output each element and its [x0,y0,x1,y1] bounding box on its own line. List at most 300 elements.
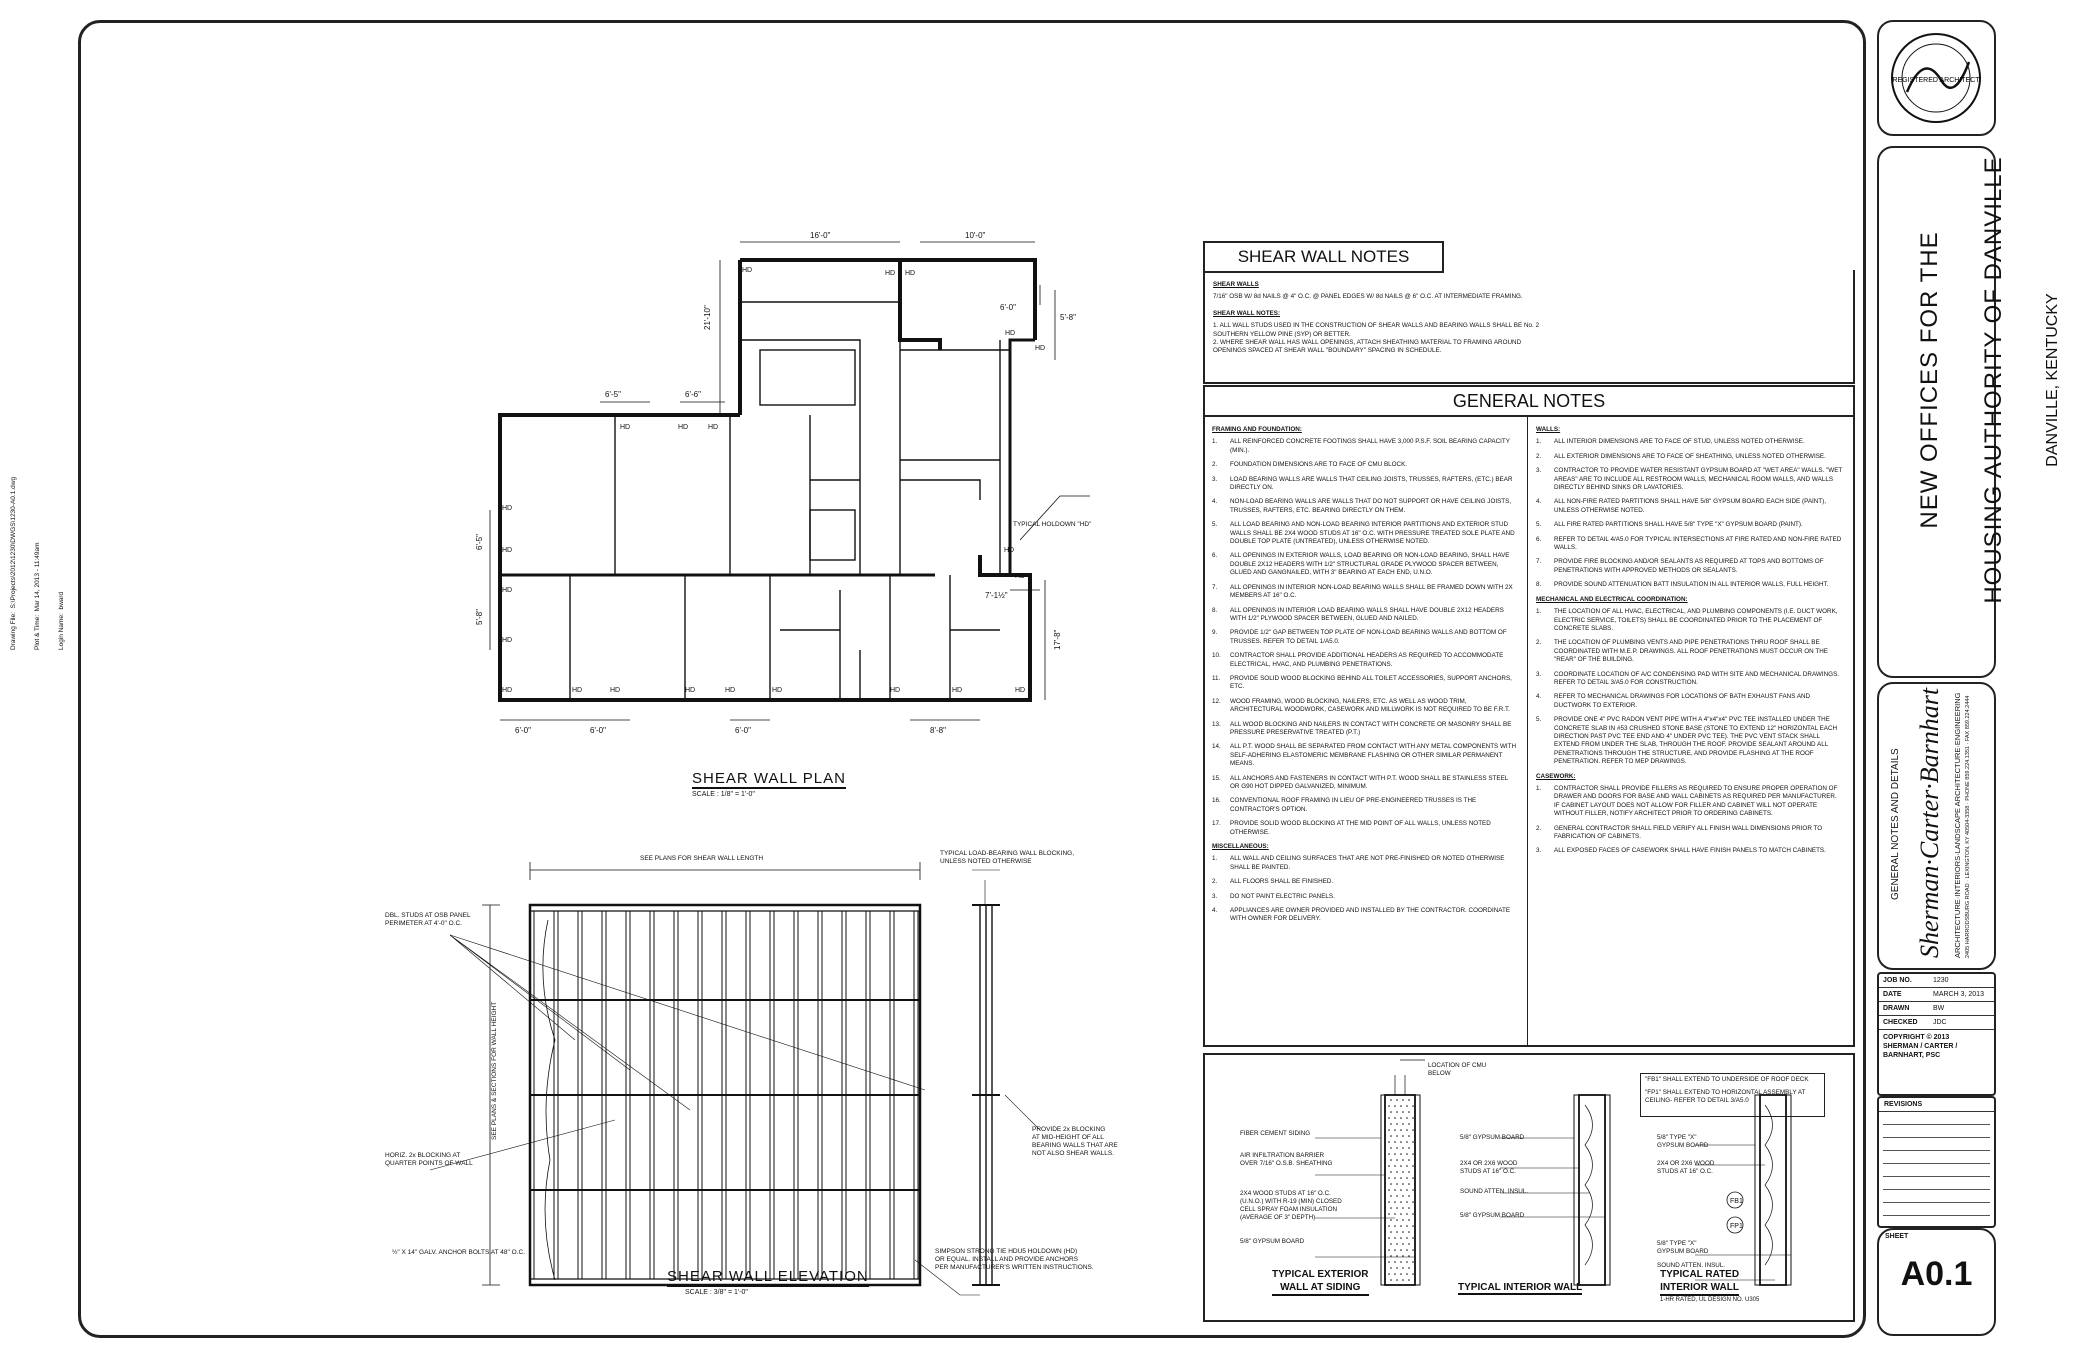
insulation-dot [1412,1261,1414,1263]
sheet-number: A0.1 [1900,1255,1973,1293]
insulation-dot [1406,1117,1408,1119]
insulation-dot [1394,1105,1396,1107]
note-number: 2. [1212,461,1218,469]
note-number: 8. [1536,581,1542,589]
note-item [1212,698,1517,715]
note-item [1536,785,1844,819]
insulation-dot [1402,1279,1404,1281]
notes-section-heading: MECHANICAL AND ELECTRICAL COORDINATION: [1536,595,1688,603]
note-text: CONTRACTOR TO PROVIDE WATER RESISTANT GYPSUM BOARD AT "WET AREA" WALLS. "WET AREAS" ARE TO INCLUDE ALL RESTROOM WALLS, MECHANICAL ROOM WALLS, AND WALLS DIRECTLY BEHIND SINKS OR LAVATORIES. [1554,467,1843,492]
note-item [1212,461,1517,469]
insulation-dot [1396,1207,1398,1209]
insulation-dot [1412,1225,1414,1227]
insulation-dot [1412,1105,1414,1107]
note-text: PROVIDE FIRE BLOCKING AND/OR SEALANTS AS REQUIRED AT TOPS AND BOTTOMS OF PENETRATIONS WITH APPROVED METHODS OR SEALANTS. [1554,558,1824,574]
insulation-dot [1396,1099,1398,1101]
cmu-note: LOCATION OF CMU BELOW [1428,1062,1487,1077]
insulation-dot [1402,1171,1404,1173]
holdown-tag: HD [1015,687,1026,694]
note-text: ALL WALL AND CEILING SURFACES THAT ARE NOT PRE-FINISHED OR NOTED OTHERWISE SHALL BE PAINTED. [1230,855,1505,871]
insulation-dot [1412,1141,1414,1143]
notes-section-heading: MISCELLANEOUS: [1212,843,1269,851]
note-item [1536,825,1844,842]
note-text: APPLIANCES ARE OWNER PROVIDED AND INSTALLED BY THE CONTRACTOR. COORDINATE WITH OWNER FOR DELIVERY. [1230,907,1511,923]
insulation-dot [1394,1273,1396,1275]
insulation-dot [1390,1099,1392,1101]
insulation-dot [1394,1213,1396,1215]
insulation-dot [1408,1279,1410,1281]
note-number: 5. [1212,521,1218,529]
general-notes-left-column [1212,420,1517,930]
note-text: ALL FLOORS SHALL BE FINISHED. [1230,878,1334,886]
insulation-dot [1406,1129,1408,1131]
insulation-dot [1390,1135,1392,1137]
revision-line [1883,1112,1990,1125]
note-text: PROVIDE SOLID WOOD BLOCKING BEHIND ALL TOILET ACCESSORIES, SUPPORT ANCHORS, ETC. [1230,674,1512,691]
note-text: GENERAL CONTRACTOR SHALL FIELD VERIFY ALL FINISH WALL DIMENSIONS PRIOR TO FABRICATION OF CABINETS. [1554,824,1823,841]
rated-label-gyp1: 5/8" TYPE "X" GYPSUM BOARD [1657,1134,1709,1149]
note-item [1536,558,1844,575]
checked-value: JDC [1933,1019,1947,1026]
holdown-tag: HD [502,587,513,594]
insulation-dot [1402,1147,1404,1149]
note-number: 8. [1212,606,1218,614]
note-text: ALL OPENINGS IN INTERIOR LOAD BEARING WALLS SHALL HAVE DOUBLE 2X12 HEADERS WITH 1/2" PLYWOOD SPACER BETWEEN, GLUED AND NAILED. [1230,606,1504,622]
insulation-dot [1400,1129,1402,1131]
insulation-dot [1394,1261,1396,1263]
note-text: ALL EXPOSED FACES OF CASEWORK SHALL HAVE FINISH PANELS TO MATCH CABINETS. [1554,847,1826,855]
note-item [1536,521,1844,529]
insulation-dot [1406,1141,1408,1143]
insulation-dot [1412,1129,1414,1131]
ext-label-studs: 2X4 WOOD STUDS AT 16" O.C. (U.N.O.) WITH R-19 (MIN) CLOSED CELL SPRAY FOAM INSULATION (AVERAGE OF 3" DEPTH) [1240,1190,1342,1221]
insulation-dot [1400,1225,1402,1227]
notes-section-heading: CASEWORK: [1536,772,1576,780]
note-number: 4. [1536,498,1542,506]
elev-note-typical-block: TYPICAL LOAD-BEARING WALL BLOCKING, UNLESS NOTED OTHERWISE [940,850,1075,865]
insulation-dot [1402,1231,1404,1233]
insulation-dot [1388,1105,1390,1107]
insulation-dot [1414,1099,1416,1101]
insulation-dot [1400,1117,1402,1119]
holdown-tag: HD [678,424,689,431]
insulation-dot [1414,1231,1416,1233]
plan-dim-6c-b: 6'-0" [735,726,751,735]
notes-section-heading: FRAMING AND FOUNDATION: [1212,426,1302,433]
note-item [1212,907,1517,924]
insulation-dot [1390,1111,1392,1113]
note-number: 13. [1212,720,1221,728]
note-item [1536,671,1844,688]
insulation-dot [1402,1243,1404,1245]
insulation-dot [1400,1165,1402,1167]
holdown-tag: HD [685,687,696,694]
plan-dim-17: 17'-8" [1053,629,1062,650]
checked-label: CHECKED [1883,1019,1918,1026]
insulation-dot [1402,1219,1404,1221]
shear-wall-elevation [360,840,1120,1310]
holdown-tag: HD [502,637,513,644]
insulation-dot [1408,1183,1410,1185]
note-text: REFER TO DETAIL 4/A5.0 FOR TYPICAL INTERSECTIONS AT FIRE RATED AND NON-FIRE RATED WALLS. [1554,535,1842,552]
insulation-dot [1396,1111,1398,1113]
insulation-dot [1400,1153,1402,1155]
date-value: MARCH 3, 2013 [1933,991,1984,998]
fire-note-fb1: "FB1" SHALL EXTEND TO UNDERSIDE OF ROOF DECK [1645,1076,1809,1083]
detail-title-rated: TYPICAL RATED INTERIOR WALL [1660,1268,1739,1296]
revision-line [1883,1177,1990,1190]
general-notes-title: GENERAL NOTES [1203,385,1855,417]
fb1-tag: FB1 [1730,1198,1743,1205]
insulation-dot [1390,1243,1392,1245]
note-text: PROVIDE SOLID WOOD BLOCKING AT THE MID POINT OF ALL WALLS, UNLESS NOTED OTHERWISE. [1230,820,1491,836]
insulation-dot [1390,1159,1392,1161]
insulation-dot [1390,1195,1392,1197]
elevation-scale: SCALE : 3/8" = 1'-0" [685,1289,748,1296]
note-text: NON-LOAD BEARING WALLS ARE WALLS THAT DO NOT SUPPORT OR HAVE CEILING JOISTS, TRUSSES, RAFTERS, ETC. BEARING DIRECTLY ON THEM. [1230,498,1512,514]
note-item [1212,721,1517,738]
file-info-file: Drawing File: S:\Projects\2012\1230\DWGS\1230-A0.1.dwg [10,476,17,650]
drawn-row [1879,1002,1994,1016]
holdown-tag: HD [1005,330,1016,337]
note-number: 6. [1212,552,1218,560]
note-number: 2. [1536,452,1542,460]
insulation-dot [1390,1231,1392,1233]
insulation-dot [1396,1219,1398,1221]
note-item [1212,652,1517,669]
note-number: 1. [1212,438,1218,446]
checked-row [1879,1016,1994,1030]
note-number: 2. [1212,878,1218,886]
insulation-dot [1400,1177,1402,1179]
insulation-dot [1412,1153,1414,1155]
plan-callout-holdown: TYPICAL HOLDOWN "HD" [1013,521,1092,528]
note-text: ALL ANCHORS AND FASTENERS IN CONTACT WITH P.T. WOOD SHALL BE STAINLESS STEEL OR G90 HOT DIPPED GALVANIZED, MINIMUM. [1230,774,1509,790]
plan-title: SHEAR WALL PLAN [692,770,846,787]
note-item [1212,438,1517,455]
drawn-value: BW [1933,1005,1945,1012]
insulation-dot [1390,1279,1392,1281]
insulation-dot [1388,1165,1390,1167]
note-number: 4. [1212,907,1218,915]
detail-rated-sub: 1-HR RATED, UL DESIGN NO. U305 [1660,1297,1760,1303]
plan-dim-5-8: 5'-8" [1060,313,1076,322]
insulation-dot [1400,1273,1402,1275]
insulation-dot [1412,1237,1414,1239]
insulation-dot [1388,1117,1390,1119]
insulation-dot [1406,1105,1408,1107]
note-item [1536,608,1844,633]
note-number: 6. [1536,535,1542,543]
insulation-dot [1406,1249,1408,1251]
firm-address: 2405 HARRODSBURG ROAD · LEXINGTON, KY 40504-3358 · PHONE 859.224.1351 · FAX 859.224.2444 [1965,695,1971,958]
note-text: PROVIDE 1/2" GAP BETWEEN TOP PLATE OF NON-LOAD BEARING WALLS AND BOTTOM OF TRUSSES. REFER TO DETAIL 1/A5.0. [1230,629,1507,645]
note-number: 7. [1536,558,1542,566]
note-item [1212,629,1517,646]
note-number: 11. [1212,674,1221,682]
insulation-dot [1396,1183,1398,1185]
note-item [1536,467,1844,492]
insulation-dot [1390,1147,1392,1149]
insulation-dot [1396,1147,1398,1149]
project-title [1880,150,2080,610]
insulation-dot [1414,1279,1416,1281]
note-item [1212,775,1517,792]
note-number: 1. [1536,438,1542,446]
shear-notes-body [1213,281,1553,356]
job-info-box [1877,972,1996,1096]
note-text: ALL NON-FIRE RATED PARTITIONS SHALL HAVE 5/8" GYPSUM BOARD EACH SIDE (PAINT), UNLESS OTHERWISE NOTED. [1554,498,1827,514]
note-number: 4. [1212,498,1218,506]
insulation-dot [1402,1267,1404,1269]
note-text: REFER TO MECHANICAL DRAWINGS FOR LOCATIONS OF BATH EXHAUST FANS AND DUCTWORK TO EXTERIOR. [1554,693,1811,709]
rated-label-insul: SOUND ATTEN. INSUL. [1657,1262,1726,1269]
fire-note-fp1: "FP1" SHALL EXTEND TO HORIZONTAL ASSEMBLY AT CEILING- REFER TO DETAIL 3/A5.0 [1645,1089,1806,1104]
note-text: PROVIDE SOUND ATTENUATION BATT INSULATION IN ALL INTERIOR WALLS, FULL HEIGHT. [1554,581,1829,589]
detail-title-int: TYPICAL INTERIOR WALL [1458,1282,1583,1293]
note-item [1212,797,1517,814]
insulation-dot [1400,1189,1402,1191]
plan-dim-16: 16'-0" [810,231,831,240]
insulation-dot [1408,1267,1410,1269]
plan-dim-21: 21'-10" [703,305,712,330]
insulation-dot [1414,1123,1416,1125]
insulation-dot [1388,1177,1390,1179]
plan-dim-10: 10'-0" [965,231,986,240]
note-item [1536,693,1844,710]
job-no-value: 1230 [1933,977,1949,984]
revision-line [1883,1164,1990,1177]
plan-dim-6-5b: 6'-5" [475,534,484,550]
sheet-label: SHEET [1885,1233,1909,1240]
insulation-dot [1396,1231,1398,1233]
note-text: PROVIDE ONE 4" PVC RADON VENT PIPE WITH A 4"x4"x4" PVC TEE INSTALLED UNDER THE CONCRETE SLAB IN #53 CRUSHED STONE BASE (STONE TO EXTEND 12" HORIZONTAL EACH DIRECTION PAST PVC TEE END AND 4" UNDER PVC TEE). THE PVC VENT STACK SHALL EXTEND FROM UNDER THE SLAB, THROUGH THE ROOF. PROVIDE SEALANT AROUND ALL PENETRATIONS THROUGH THE STRUCTURE, AND PROVIDE FLASHING AT THE ROOF PENETRATION. REFER TO MEP DRAWINGS. [1554,716,1838,766]
holdown-tag: HD [905,270,916,277]
revision-line [1883,1203,1990,1216]
insulation-dot [1406,1225,1408,1227]
shear-wall-plan [475,230,1092,750]
insulation-dot [1394,1201,1396,1203]
insulation-dot [1402,1159,1404,1161]
insulation-dot [1388,1249,1390,1251]
revisions-label: REVISIONS [1879,1098,1994,1112]
insulation-dot [1408,1111,1410,1113]
insulation-dot [1390,1207,1392,1209]
ext-label-siding: FIBER CEMENT SIDING [1240,1130,1311,1137]
sheet-title: GENERAL NOTES AND DETAILS [1890,748,1901,900]
date-label: DATE [1883,991,1902,998]
notes-section-heading: WALLS: [1536,426,1561,433]
insulation-dot [1414,1171,1416,1173]
insulation-dot [1408,1243,1410,1245]
revision-line [1883,1190,1990,1203]
note-text: ALL EXTERIOR DIMENSIONS ARE TO FACE OF SHEATHING, UNLESS NOTED OTHERWISE. [1554,452,1826,460]
insulation-dot [1388,1225,1390,1227]
insulation-dot [1396,1267,1398,1269]
insulation-dot [1412,1165,1414,1167]
revision-lines [1879,1112,1994,1216]
job-no-label: JOB NO. [1883,977,1912,984]
insulation-dot [1408,1195,1410,1197]
insulation-dot [1406,1213,1408,1215]
note-text: THE LOCATION OF ALL HVAC, ELECTRICAL, AND PLUMBING COMPONENTS (I.E. DUCT WORK, ELECTRIC SERVICE, TOILETS) SHALL BE COORDINATED PRIOR TO THE PLACEMENT OF CONCRETE SLABS. [1554,608,1838,632]
note-text: FOUNDATION DIMENSIONS ARE TO FACE OF CMU BLOCK. [1230,461,1408,469]
insulation-dot [1414,1255,1416,1257]
project-line3: DANVILLE, KENTUCKY [2044,293,2061,467]
shear-notes-sub1: SHEAR WALLS [1213,281,1259,288]
note-text: THE LOCATION OF PLUMBING VENTS AND PIPE PENETRATIONS THRU ROOF SHALL BE COORDINATED WITH M.E.P. DRAWINGS. ALL ROOF PENETRATIONS MUST OCCUR ON THE "REAR" OF THE BUILDING. [1554,639,1828,664]
plan-dim-6-6: 6'-6" [685,390,701,399]
firm-sub: ARCHITECTURE·INTERIORS·LANDSCAPE ARCHITECTURE·ENGINEERING [1953,692,1962,958]
note-text: COORDINATE LOCATION OF A/C CONDENSING PAD WITH SITE AND MECHANICAL DRAWINGS. REFER TO DETAIL 3/A5.0 FOR CONSTRUCTION. [1554,670,1840,686]
note-item [1536,716,1844,766]
note-number: 12. [1212,697,1221,705]
insulation-dot [1414,1147,1416,1149]
note-text: ALL OPENINGS IN EXTERIOR WALLS, LOAD BEARING OR NON-LOAD BEARING, SHALL HAVE DOUBLE 2X12 HEADERS WITH 1/2" STRUCTURAL GRADE PLYWOOD SPACER BETWEEN, GLUED AND GANGNAILED, WITH 3" BEARING AT EACH END, U.N.O. [1230,552,1510,577]
elev-note-anchor: ½" X 14" GALV. ANCHOR BOLTS AT 48" O.C. [392,1249,526,1256]
note-item [1212,743,1517,768]
plan-scale: SCALE : 1/8" = 1'-0" [692,791,755,798]
insulation-dot [1402,1123,1404,1125]
drawn-label: DRAWN [1883,1005,1910,1012]
shear-notes-item: 2. WHERE SHEAR WALL HAS WALL OPENINGS, ATTACH SHEATHING MATERIAL TO FRAMING AROUND OPENINGS SPACED AT SHEAR WALL "BOUNDARY" SPACING IN SCHEDULE. [1213,339,1522,355]
insulation-dot [1414,1219,1416,1221]
insulation-dot [1396,1171,1398,1173]
insulation-dot [1390,1183,1392,1185]
insulation-dot [1388,1189,1390,1191]
insulation-dot [1408,1207,1410,1209]
insulation-dot [1402,1255,1404,1257]
insulation-dot [1388,1261,1390,1263]
note-item [1212,878,1517,886]
file-info-login: Login Name: bward [58,591,65,650]
holdown-tag: HD [1004,547,1015,554]
insulation-dot [1408,1099,1410,1101]
note-item [1212,675,1517,692]
insulation-dot [1388,1153,1390,1155]
insulation-dot [1408,1255,1410,1257]
note-text: ALL P.T. WOOD SHALL BE SEPARATED FROM CONTACT WITH ANY METAL COMPONENTS WITH SELF-ADHERING ELASTOMERIC MEMBRANE FLASHING OR OTHER SIMILAR PERMANENT MEANS. [1230,743,1517,768]
general-notes-divider [1527,415,1528,1047]
insulation-dot [1414,1195,1416,1197]
insulation-dot [1402,1207,1404,1209]
insulation-dot [1390,1171,1392,1173]
insulation-dot [1394,1129,1396,1131]
insulation-dot [1388,1273,1390,1275]
insulation-dot [1408,1123,1410,1125]
note-text: WOOD FRAMING, WOOD BLOCKING, NAILERS, ETC. AS WELL AS WOOD TRIM, ARCHITECTURAL WOODWORK, CASEWORK AND MILLWORK IS NOT REQUIRED TO BE F.R.T. [1230,697,1510,714]
note-item [1536,438,1844,446]
insulation-dot [1400,1105,1402,1107]
note-number: 5. [1536,716,1542,724]
fp1-tag: FP1 [1730,1223,1743,1230]
project-line1: NEW OFFICES FOR THE [1916,231,1943,529]
note-item [1212,607,1517,624]
holdown-tag: HD [885,270,896,277]
revision-line [1883,1138,1990,1151]
insulation-dot [1408,1219,1410,1221]
insulation-dot [1388,1201,1390,1203]
note-item [1536,847,1844,855]
insulation-dot [1408,1147,1410,1149]
int-label-insul: SOUND ATTEN. INSUL. [1460,1188,1529,1195]
insulation-dot [1400,1141,1402,1143]
file-info-plot: Plot & Time: Mar 14, 2013 - 11:49am [34,542,41,650]
revisions-box [1877,1096,1996,1228]
plan-dim-6a: 6'-0" [1000,303,1016,312]
holdown-tag: HD [502,547,513,554]
firm-name: Sherman·Carter·Barnhart [1915,687,1944,958]
insulation-dot [1402,1099,1404,1101]
note-item [1212,584,1517,601]
note-text: ALL LOAD BEARING AND NON-LOAD BEARING INTERIOR PARTITIONS AND EXTERIOR STUD WALLS SHALL BE 2X4 WOOD STUDS AT 16" O.C. WITH PRESSURE TREATED SOLE PLATE AND DOUBLE TOP PLATE (UNTREATED), UNLESS OTHERWISE NOTED. [1230,521,1515,546]
note-text: ALL WOOD BLOCKING AND NAILERS IN CONTACT WITH CONCRETE OR MASONRY SHALL BE PRESSURE PRESERVATIVE TREATED (P.T.) [1230,720,1512,736]
insulation-dot [1388,1237,1390,1239]
elev-top-note: SEE PLANS FOR SHEAR WALL LENGTH [640,855,764,862]
note-number: 7. [1212,583,1218,591]
plan-dim-6a-b: 6'-0" [515,726,531,735]
holdown-tag: HD [1015,573,1026,580]
plan-dim-8-8: 8'-8" [930,726,946,735]
ext-label-barrier: AIR INFILTRATION BARRIER OVER 7/16" O.S.B. SHEATHING [1240,1152,1333,1167]
job-no-row [1879,974,1994,988]
note-text: CONTRACTOR SHALL PROVIDE FILLERS AS REQUIRED TO ENSURE PROPER OPERATION OF DRAWER AND DOORS FOR BASE AND WALL CABINETS AS REQUIRED PER MANUFACTURER. IF CABINET LAYOUT DOES NOT ALLOW FOR FILLER AND CABINET WILL NOT OPERATE WITHOUT FILLER, NOTIFY ARCHITECT PRIOR TO ORDERING CABINETS. [1554,785,1838,818]
seal-box [1877,20,1996,136]
holdown-tag: HD [610,687,621,694]
note-number: 1. [1536,608,1542,616]
rated-label-studs: 2X4 OR 2X6 WOOD STUDS AT 16" O.C. [1657,1160,1715,1175]
elev-note-provide: PROVIDE 2x BLOCKING AT MID-HEIGHT OF ALL BEARING WALLS THAT ARE NOT ALSO SHEAR WALLS. [1032,1126,1118,1157]
insulation-dot [1388,1213,1390,1215]
revision-line [1883,1151,1990,1164]
insulation-dot [1396,1243,1398,1245]
insulation-dot [1394,1177,1396,1179]
insulation-dot [1390,1219,1392,1221]
insulation-dot [1412,1201,1414,1203]
insulation-dot [1414,1267,1416,1269]
insulation-dot [1414,1243,1416,1245]
int-label-gyp2: 5/8" GYPSUM BOARD [1460,1212,1525,1219]
note-text: ALL INTERIOR DIMENSIONS ARE TO FACE OF STUD, UNLESS NOTED OTHERWISE. [1554,438,1805,446]
elev-note-simpson: SIMPSON STRONG TIE HDU5 HOLDOWN (HD) OR EQUAL. INSTALL AND PROVIDE ANCHORS PER MANUFACTURER'S WRITTEN INSTRUCTIONS. [935,1248,1094,1271]
note-number: 3. [1536,467,1542,475]
insulation-dot [1406,1201,1408,1203]
general-notes-right-column [1536,420,1844,862]
insulation-dot [1394,1153,1396,1155]
insulation-dot [1394,1189,1396,1191]
insulation-dot [1406,1153,1408,1155]
insulation-dot [1414,1111,1416,1113]
insulation-dot [1412,1177,1414,1179]
note-number: 15. [1212,774,1221,782]
int-label-studs: 2X4 OR 2X6 WOOD STUDS AT 16" O.C. [1460,1160,1518,1175]
note-text: LOAD BEARING WALLS ARE WALLS THAT CEILING JOISTS, TRUSSES, RAFTERS, (ETC.) BEAR DIRECTLY ON. [1230,475,1513,492]
insulation-dot [1400,1201,1402,1203]
plan-dim-6b-b: 6'-0" [590,726,606,735]
elev-side-note: SEE PLANS & SECTIONS FOR WALL HEIGHT [491,1001,498,1140]
note-number: 3. [1536,847,1542,855]
note-item [1536,581,1844,589]
ext-label-gyp: 5/8" GYPSUM BOARD [1240,1238,1305,1245]
insulation-dot [1406,1273,1408,1275]
insulation-dot [1412,1273,1414,1275]
insulation-dot [1394,1237,1396,1239]
elevation-title: SHEAR WALL ELEVATION [667,1268,869,1285]
note-item [1212,820,1517,837]
architect-seal [1879,22,1994,134]
insulation-dot [1394,1141,1396,1143]
insulation-dot [1394,1249,1396,1251]
